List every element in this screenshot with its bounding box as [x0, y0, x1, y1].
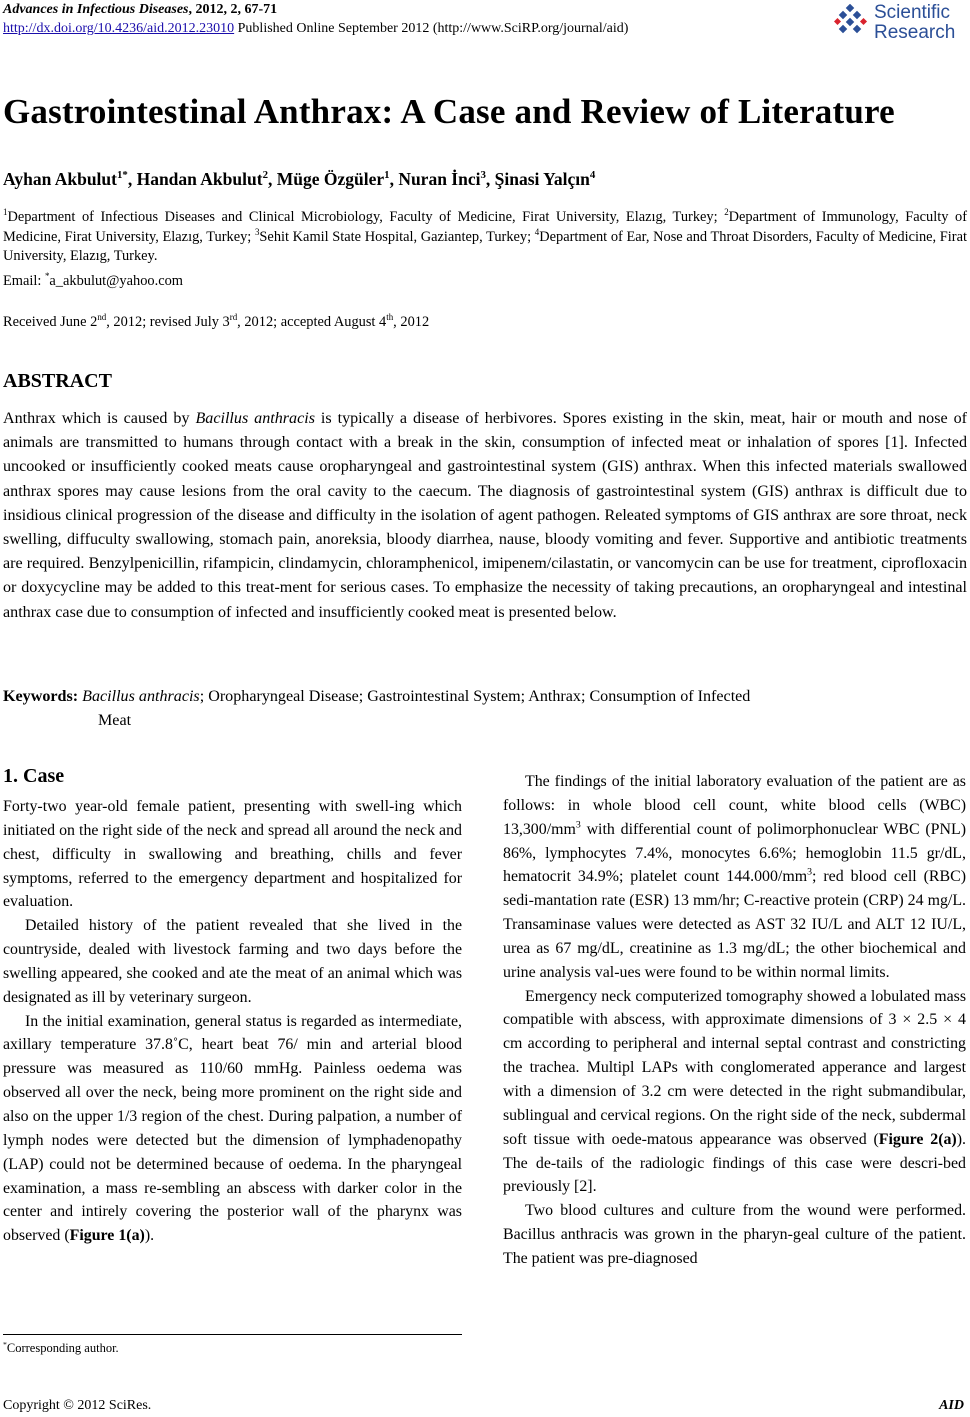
affiliations [3, 208, 967, 267]
paragraph-text: In the initial examination, general status is regarded as intermediate, axillary temperature 37.8˚C, heart beat 76/ min and arterial blood pressure was measured as 110/60 mmHg. Painless oedema was observed all over the neck, being more prominent on the right side and also on the upper 1/3 region of the chest. During palpation, a number of lymph nodes were detected but the dimension of lymphadenopathy (LAP) could not be determined because of oedema. In the pharyngeal examination, a mass re-sembling an abscess with darker color in the center and intirely covering the posterior wall of the pharynx was observed ( [3, 1012, 462, 1245]
doi-line [3, 21, 628, 37]
author-affil-sup: 1 [384, 169, 390, 182]
paragraph: Detailed history of the patient revealed that she lived in the countryside, dealed with livestock farming and two days before the swelling appeared, she cooked and ate the meat of an animal which was designated as ill by veterinary surgeon. [3, 917, 462, 1006]
abstract-text: is typically a disease of herbivores. Spores existing in the skin, meat, hair or mouth and nose of animals are transmitted to humans through contact with a break in the skin, consumption of infected meat or inhalation of spores [1]. Infected uncooked or insufficiently cooked meats cause oropharyngeal and gastrointestinal system (GIS) anthrax. When this infected materials swallowed anthrax spores may cause lesions from the oral cavity to the caecum. The diagnosis of gastrointestinal system (GIS) anthrax is difficult due to insidious clinical progression of the disease and difficulty in the isolation of agent pathogen. Releated symptoms of GIS anthrax are sore throat, neck swelling, diffuculty swallowing, stomach pain, anoreksia, bloody diarrhea, nause, bloody vomiting and fever. Supportive and antibiotic treatments are required. Benzylpenicillin, rifampicin, clindamycin, chloramphenicol, imipenem/cilastatin, or vancomycin can be use for treatment, ciprofloxacin or doxycycline may be added to this treat-ment for serious cases. To emphasize the necessity of taking precautions, an oropharyngeal and intestinal anthrax case due to consumption of infected and insufficiently cooked meat is presented below. [3, 410, 967, 621]
author-affil-sup: 3 [480, 169, 486, 182]
author-sep: , [267, 169, 277, 189]
left-column [3, 795, 462, 1248]
copyright: Copyright © 2012 SciRes. [3, 1398, 152, 1413]
author-sep: , [127, 169, 137, 189]
email-sup: * [44, 271, 50, 282]
journal-volume-info: , 2012, 2, 67-71 [188, 2, 278, 17]
figure-ref[interactable]: Figure 1(a) [69, 1227, 145, 1245]
section-heading-case: 1. Case [3, 765, 65, 787]
author-affil-sup: 1* [116, 169, 128, 182]
publisher-logo-icon [834, 4, 868, 38]
paragraph [503, 985, 966, 1200]
year-text: , 2012 [393, 314, 430, 330]
author-affil-sup: 4 [589, 169, 596, 182]
received-text: Received June 2 [3, 314, 98, 330]
author-name: Şinasi Yalçın [494, 169, 590, 189]
footnote-text: Corresponding author. [6, 1341, 119, 1355]
logo-text-line2: Research [874, 22, 956, 43]
revised-text: , 2012; revised July 3 [106, 314, 230, 330]
affil-text: Department of Infectious Diseases and Clinical Microbiology, Faculty of Medicine, Firat University, Elazıg, Turkey; [7, 209, 725, 225]
paragraph-text: ; red blood cell (RBC) sedi-mantation rate (ESR) 13 mm/hr; C-reactive protein (CRP) 24 mg/L. Transaminase values were detected as AST 32 IU/L and ALT 12 IU/L, urea as 67 mg/dL, creatinine as 1.3 mg/dL; the other biochemical and urine analysis val-ues were found to be within normal limits. [503, 868, 966, 981]
email-address[interactable]: a_akbulut@yahoo.com [49, 273, 183, 289]
publisher-logo [834, 2, 964, 44]
ordinal-sup: rd [229, 312, 238, 323]
author-affil-sup: 2 [262, 169, 268, 182]
author-name: Handan Akbulut [136, 169, 263, 189]
email-label: Email: [3, 273, 45, 289]
footnote [3, 1341, 119, 1356]
paragraph: Forty-two year-old female patient, presenting with swell-ing which initiated on the right side of the neck and spread all around the neck and chest, difficulty in swallowing and breathing, chills and fever symptoms, referred to the emergency department and hospitalized for evaluation. [3, 798, 462, 911]
affil-sup: 4 [534, 226, 540, 237]
paragraph [3, 1010, 462, 1248]
paragraph [503, 770, 966, 985]
figure-ref[interactable]: Figure 2(a) [878, 1130, 957, 1148]
paper-title: Gastrointestinal Anthrax: A Case and Review of Literature [3, 92, 895, 131]
published-info: Published Online September 2012 (http://www.SciRP.org/journal/aid) [234, 21, 629, 36]
paragraph-text: The findings of the initial laboratory evaluation of the patient are as follows: in whole blood cell count, white blood cells (WBC) 13,300/mm [503, 773, 966, 838]
paragraph-text: ). [144, 1227, 155, 1245]
keywords [3, 685, 967, 733]
paragraph-text: Emergency neck computerized tomography showed a lobulated mass compatible with abscess, with approximate dimensions of 3 × 2.5 × 4 cm according to peripheral and internal septal contrast and constricting the trachea. Multipl LAPs with conglomerated apperance and largest with a dimension of 3.2 cm were detected in the right submandibular, sublingual and cervical regions. On the right side of the neck, subdermal soft tissue with oede-matous appearance was observed ( [503, 987, 966, 1148]
keywords-list-cont: Meat [98, 712, 132, 729]
affil-sup: 3 [254, 226, 260, 237]
affil-sup: 1 [3, 207, 8, 218]
author-sep: , [485, 169, 495, 189]
ordinal-sup: nd [97, 312, 107, 323]
accepted-text: , 2012; accepted August 4 [237, 314, 387, 330]
paragraph-text: ). The de-tails of the radiologic findings of this case were descri-bed previously [2]. [503, 1130, 966, 1196]
email-line [3, 273, 183, 290]
affil-sup: 2 [724, 207, 729, 218]
author-name: Müge Özgüler [276, 169, 385, 189]
right-column [503, 770, 966, 1271]
ordinal-sup: th [386, 312, 394, 323]
doi-link[interactable]: http://dx.doi.org/10.4236/aid.2012.23010 [3, 21, 235, 36]
author-sep: , [389, 169, 399, 189]
paragraph: Two blood cultures and culture from the wound were performed. Bacillus anthracis was grown in the pharyn-geal culture of the patient. The patient was pre-diagnosed [503, 1202, 966, 1267]
abstract-body [3, 407, 967, 625]
exponent-sup: 3 [575, 819, 581, 831]
journal-name: Advances in Infectious Diseases [3, 2, 189, 17]
abstract-text: Anthrax which is caused by [3, 410, 196, 427]
author-name: Ayhan Akbulut [3, 169, 117, 189]
keyword-species: Bacillus anthracis [82, 688, 200, 705]
affil-text: Department of Ear, Nose and Throat Disorders, Faculty of Medicine, Firat University, Elazıg, Turkey. [3, 228, 967, 264]
abstract-heading: ABSTRACT [3, 370, 112, 392]
journal-abbrev: AID [939, 1398, 964, 1413]
logo-text-line1: Scientific [874, 2, 951, 23]
received-dates [3, 314, 429, 331]
footnote-rule [3, 1334, 462, 1335]
affil-text: Department of Immunology, Faculty of Medicine, Firat University, Elazıg, Turkey; [3, 209, 967, 245]
exponent-sup: 3 [807, 867, 812, 879]
affil-text: Sehit Kamil State Hospital, Gaziantep, Turkey; [259, 228, 535, 245]
author-list [3, 169, 595, 190]
abstract-species: Bacillus anthracis [195, 410, 315, 427]
footnote-sup: * [3, 1339, 7, 1349]
paragraph-text: with differential count of polimorphonuclear WBC (PNL) 86%, lymphocytes 7.4%, monocytes 6.6%; hemoglobin 11.5 gr/dL, hematocrit 34.9%; platelet count 144.000/mm [503, 820, 966, 886]
journal-header [3, 2, 277, 18]
author-name: Nuran İnci [398, 169, 481, 189]
keywords-list: ; Oropharyngeal Disease; Gastrointestinal System; Anthrax; Consumption of Infected [199, 688, 751, 705]
keywords-label: Keywords: [3, 688, 79, 705]
